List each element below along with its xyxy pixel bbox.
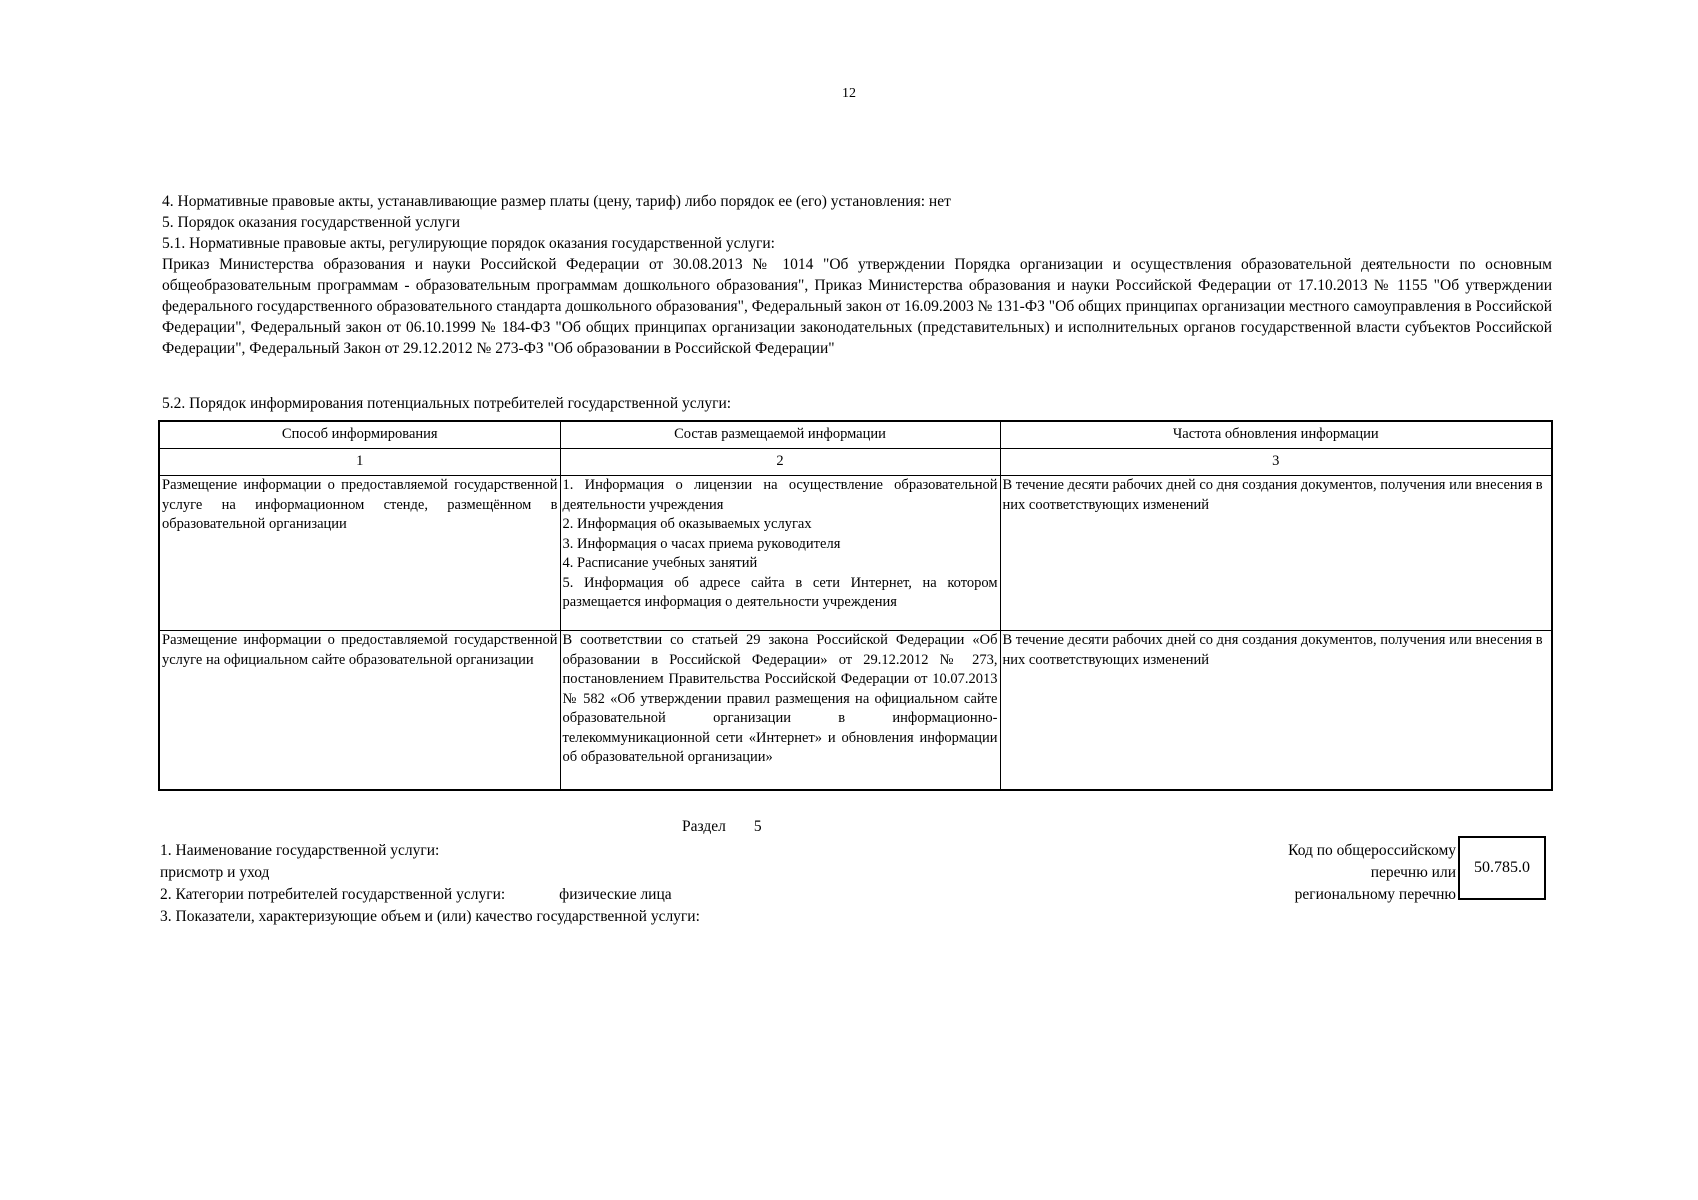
item-5-2-heading: 5.2. Порядок информирования потенциальных потребителей государственной услуги: [162,395,732,412]
code-label-line-1: Код по общероссийскому [1288,842,1456,859]
code-label-line-2: перечню или [1370,864,1456,881]
code-labels [1288,840,1456,906]
legal-acts-paragraph: Приказ Министерства образования и науки Российской Федерации от 30.08.2013 № 1014 "Об утверждении Порядка организации и осуществления образовательной деятельности по основным общеобразовательным программам - образовательным программам дошкольного образования", Приказ Министерства образования и науки Российской Федерации от 17.10.2013 № 1155 "Об утверждении федерального государственного образовательного стандарта дошкольного образования", Федеральный закон от 16.09.2003 № 131-ФЗ "Об общих принципах организации местного самоуправления в Российской Федерации", Федеральный закон от 06.10.1999 № 184-ФЗ "Об общих принципах организации законодательных (представительных) и исполнительных органов государственной власти субъектов Российской Федерации", Федеральный Закон от 29.12.2012 № 273-ФЗ "Об образовании в Российской Федерации" [162,256,1552,357]
row1-method: Размещение информации о предоставляемой государственной услуге на информационном стенде, размещённом в образовательной организации [159,476,560,631]
category-label: 2. Категории потребителей государственной услуги: [160,886,506,903]
service-name-value: присмотр и уход [160,864,270,881]
list-item: 5. Информация об адресе сайта в сети Интернет, на котором размещается информация о деятельности учреждения [562,574,998,610]
column-number-2: 2 [560,449,1000,476]
header-frequency: Частота обновления информации [1000,421,1552,449]
row2-frequency: В течение десяти рабочих дней со дня создания документов, получения или внесения в них соответствующих изменений [1000,631,1552,791]
body-text [162,191,1552,359]
section-label: Раздел [682,818,726,835]
item-5-1-acts-heading: 5.1. Нормативные правовые акты, регулирующие порядок оказания государственной услуги: [162,235,775,252]
consumer-category [160,884,700,906]
indicators-label: 3. Показатели, характеризующие объем и (или) качество государственной услуги: [160,908,700,925]
column-number-1: 1 [159,449,560,476]
section-number: 5 [753,818,762,835]
list-item: 2. Информация об оказываемых услугах [562,516,812,532]
table-row [159,631,1552,791]
code-label-line-3: региональному перечню [1294,886,1456,903]
code-value-box: 50.785.0 [1458,836,1546,900]
list-item: 3. Информация о часах приема руководителя [562,535,841,552]
header-method: Способ информирования [159,421,560,449]
list-item: 1. Информация о лицензии на осуществление образовательной деятельности учреждения [562,477,998,513]
table-number-row [159,449,1552,476]
page-number: 12 [842,86,856,101]
table-header-row [159,421,1552,449]
informing-table [158,420,1553,791]
category-value: физические лица [559,886,672,903]
service-info [160,840,700,928]
row1-content [560,476,1000,631]
item-5-procedure: 5. Порядок оказания государственной услуги [162,214,460,231]
table-row [159,476,1552,631]
section-heading [682,818,762,836]
row1-frequency: В течение десяти рабочих дней со дня создания документов, получения или внесения в них соответствующих изменений [1000,476,1552,631]
header-content: Состав размещаемой информации [560,421,1000,449]
service-name-label: 1. Наименование государственной услуги: [160,842,440,859]
column-number-3: 3 [1000,449,1552,476]
row2-content: В соответствии со статьей 29 закона Российской Федерации «Об образовании в Российской Федерации» от 29.12.2012 № 273, постановлением Правительства Российской Федерации от 10.07.2013 № 582 «Об утверждении правил размещения на официальном сайте образовательной организации в информационно-телекоммуникационной сети «Интернет» и обновления информации об образовательной организации» [560,631,1000,791]
list-item: 4. Расписание учебных занятий [562,555,758,571]
row2-method: Размещение информации о предоставляемой государственной услуге на официальном сайте образовательной организации [159,631,560,791]
item-4-fee-acts: 4. Нормативные правовые акты, устанавливающие размер платы (цену, тариф) либо порядок ее (его) установления: нет [162,193,951,210]
